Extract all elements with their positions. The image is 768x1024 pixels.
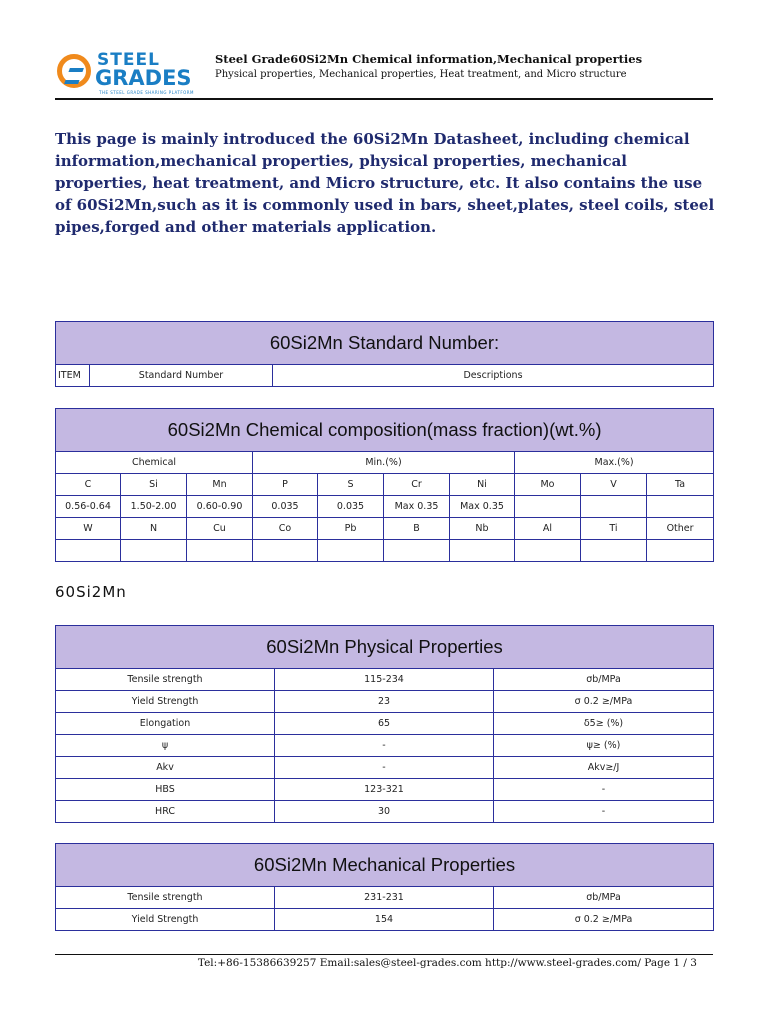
table-cell: Mn [187, 474, 253, 496]
table-cell [450, 540, 515, 562]
table-row [56, 669, 714, 691]
table-row [56, 757, 714, 779]
property-value: 65 [275, 713, 494, 735]
table-row [56, 887, 714, 909]
property-value: 115-234 [275, 669, 494, 691]
table-cell: C [56, 474, 121, 496]
logo-mark-icon [57, 54, 91, 88]
property-value: 30 [275, 801, 494, 823]
table-cell [515, 540, 581, 562]
table-cell [56, 540, 121, 562]
property-name: HBS [56, 779, 275, 801]
table-cell: Max 0.35 [384, 496, 450, 518]
header-subtitle: Physical properties, Mechanical properties, Heat treatment, and Micro structure [215, 69, 627, 80]
property-unit: σ 0.2 ≥/MPa [494, 909, 714, 931]
standard-header-item: ITEM [56, 365, 90, 387]
chemical-table-title: 60Si2Mn Chemical composition(mass fraction)(wt.%) [56, 409, 714, 452]
chemical-composition-table [55, 408, 714, 562]
standard-number-table [55, 321, 714, 387]
table-cell: Ta [647, 474, 714, 496]
table-row [56, 801, 714, 823]
property-name: HRC [56, 801, 275, 823]
property-unit: - [494, 801, 714, 823]
logo-tagline: THE STEEL GRADE SHARING PLATFORM [99, 90, 195, 95]
property-value: 154 [275, 909, 494, 931]
table-cell: P [253, 474, 318, 496]
property-name: Yield Strength [56, 691, 275, 713]
table-cell [647, 540, 714, 562]
standard-table-title: 60Si2Mn Standard Number: [56, 322, 714, 365]
property-unit: σ 0.2 ≥/MPa [494, 691, 714, 713]
mechanical-table-title: 60Si2Mn Mechanical Properties [56, 844, 714, 887]
logo-text-top: STEEL [97, 50, 160, 70]
physical-table-title: 60Si2Mn Physical Properties [56, 626, 714, 669]
table-cell: Si [121, 474, 187, 496]
property-value: - [275, 757, 494, 779]
table-row [56, 909, 714, 931]
table-row [56, 518, 714, 540]
mechanical-properties-table [55, 843, 714, 931]
page-header [55, 48, 713, 100]
grade-label: 60Si2Mn [55, 583, 127, 601]
property-unit: σb/MPa [494, 887, 714, 909]
property-unit: - [494, 779, 714, 801]
min-group-header: Min.(%) [253, 452, 515, 474]
table-row [56, 691, 714, 713]
property-name: Tensile strength [56, 887, 275, 909]
property-unit: Akv≥/J [494, 757, 714, 779]
table-row [56, 540, 714, 562]
logo-text-bottom: GRADES [95, 66, 192, 90]
table-cell: N [121, 518, 187, 540]
table-cell [647, 496, 714, 518]
table-cell: 0.035 [253, 496, 318, 518]
table-cell: Pb [318, 518, 384, 540]
table-cell: Cu [187, 518, 253, 540]
table-cell: Other [647, 518, 714, 540]
table-cell: V [581, 474, 647, 496]
property-name: ψ [56, 735, 275, 757]
property-name: Tensile strength [56, 669, 275, 691]
table-cell [187, 540, 253, 562]
page-footer [55, 954, 713, 969]
table-cell [581, 496, 647, 518]
table-cell: Cr [384, 474, 450, 496]
property-value: - [275, 735, 494, 757]
table-cell: 0.60-0.90 [187, 496, 253, 518]
standard-header-number: Standard Number [90, 365, 273, 387]
footer-contact-text: Tel:+86-15386639257 Email:sales@steel-grades.com http://www.steel-grades.com/ Page 1 / 3 [197, 957, 697, 969]
property-unit: σb/MPa [494, 669, 714, 691]
table-cell [515, 496, 581, 518]
table-row [56, 735, 714, 757]
table-cell: Ti [581, 518, 647, 540]
table-cell: Al [515, 518, 581, 540]
table-cell: Co [253, 518, 318, 540]
property-value: 231-231 [275, 887, 494, 909]
table-cell: 0.035 [318, 496, 384, 518]
table-cell: Max 0.35 [450, 496, 515, 518]
property-value: 23 [275, 691, 494, 713]
table-row [56, 779, 714, 801]
table-row [56, 474, 714, 496]
property-name: Yield Strength [56, 909, 275, 931]
table-cell [121, 540, 187, 562]
property-name: Akv [56, 757, 275, 779]
header-title: Steel Grade60Si2Mn Chemical information,Mechanical properties [215, 52, 643, 66]
property-unit: δ5≥ (%) [494, 713, 714, 735]
table-cell: 1.50-2.00 [121, 496, 187, 518]
table-cell: 0.56-0.64 [56, 496, 121, 518]
table-cell [384, 540, 450, 562]
table-cell: Ni [450, 474, 515, 496]
table-cell: B [384, 518, 450, 540]
table-row [56, 496, 714, 518]
property-value: 123-321 [275, 779, 494, 801]
intro-paragraph: This page is mainly introduced the 60Si2Mn Datasheet, including chemical information,mechanical properties, physical properties, mechanical properties, heat treatment, and Micro structure, etc. It also contains the use of 60Si2Mn,such as it is commonly used in bars, sheet,plates, steel coils, steel pipes,forged and other materials application. [55, 130, 715, 236]
standard-header-descriptions: Descriptions [273, 365, 714, 387]
table-cell [318, 540, 384, 562]
physical-properties-table [55, 625, 714, 823]
table-cell: S [318, 474, 384, 496]
property-unit: ψ≥ (%) [494, 735, 714, 757]
steel-grades-logo [55, 50, 205, 96]
table-cell: Mo [515, 474, 581, 496]
table-cell [581, 540, 647, 562]
table-cell: Nb [450, 518, 515, 540]
chemical-group-header: Chemical [56, 452, 253, 474]
table-cell [253, 540, 318, 562]
table-cell: W [56, 518, 121, 540]
property-name: Elongation [56, 713, 275, 735]
max-group-header: Max.(%) [515, 452, 714, 474]
table-row [56, 713, 714, 735]
